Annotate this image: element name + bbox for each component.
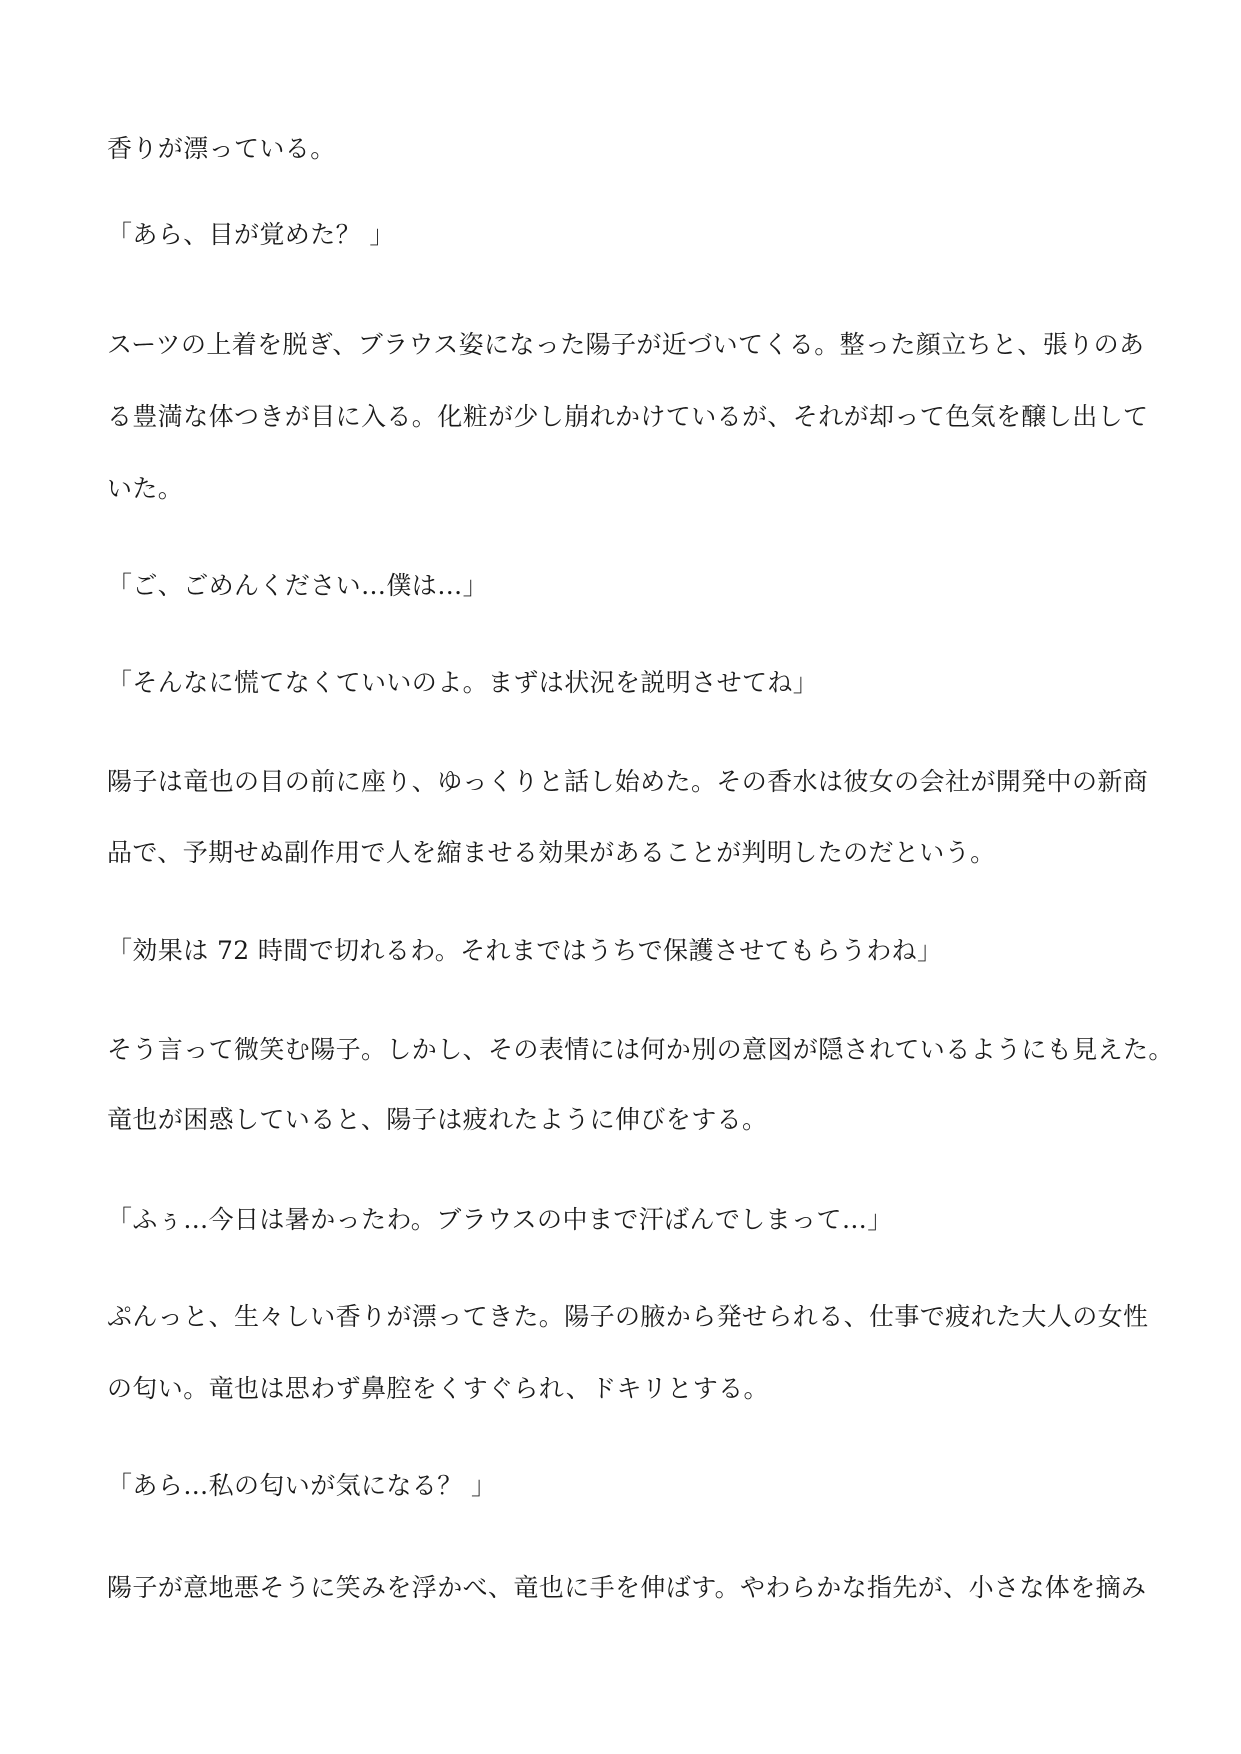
- text-line: そう言って微笑む陽子。しかし、その表情には何か別の意図が隠されているようにも見えた。: [107, 1035, 1174, 1064]
- text-line: る豊満な体つきが目に入る。化粧が少し崩れかけているが、それが却って色気を醸し出して: [107, 402, 1149, 431]
- text-line: 「ご、ごめんください…僕は…」: [107, 571, 489, 600]
- text-line: いた。: [107, 474, 184, 503]
- text-line: 「あら、目が覚めた？ 」: [107, 220, 395, 249]
- text-line: 陽子は竜也の目の前に座り、ゆっくりと話し始めた。その香水は彼女の会社が開発中の新商: [107, 767, 1149, 796]
- text-line: 「効果は 72 時間で切れるわ。それまではうちで保護させてもらうわね」: [107, 936, 943, 965]
- text-line: 品で、予期せぬ副作用で人を縮ませる効果があることが判明したのだという。: [107, 838, 996, 867]
- text-line: スーツの上着を脱ぎ、ブラウス姿になった陽子が近づいてくる。整った顔立ちと、張りのあ: [107, 330, 1145, 359]
- text-line: 「ふぅ…今日は暑かったわ。ブラウスの中まで汗ばんでしまって…」: [107, 1205, 893, 1234]
- text-line: 竜也が困惑していると、陽子は疲れたように伸びをする。: [107, 1105, 768, 1134]
- text-line: 陽子が意地悪そうに笑みを浮かべ、竜也に手を伸ばす。やわらかな指先が、小さな体を摘み: [107, 1573, 1147, 1602]
- text-line: 「あら…私の匂いが気になる？ 」: [107, 1471, 497, 1500]
- text-line: 香りが漂っている。: [107, 134, 336, 163]
- text-line: ぷんっと、生々しい香りが漂ってきた。陽子の腋から発せられる、仕事で疲れた大人の女性: [107, 1302, 1149, 1331]
- text-line: 「そんなに慌てなくていいのよ。まずは状況を説明させてね」: [107, 668, 819, 697]
- text-line: の匂い。竜也は思わず鼻腔をくすぐられ、ドキリとする。: [107, 1374, 769, 1403]
